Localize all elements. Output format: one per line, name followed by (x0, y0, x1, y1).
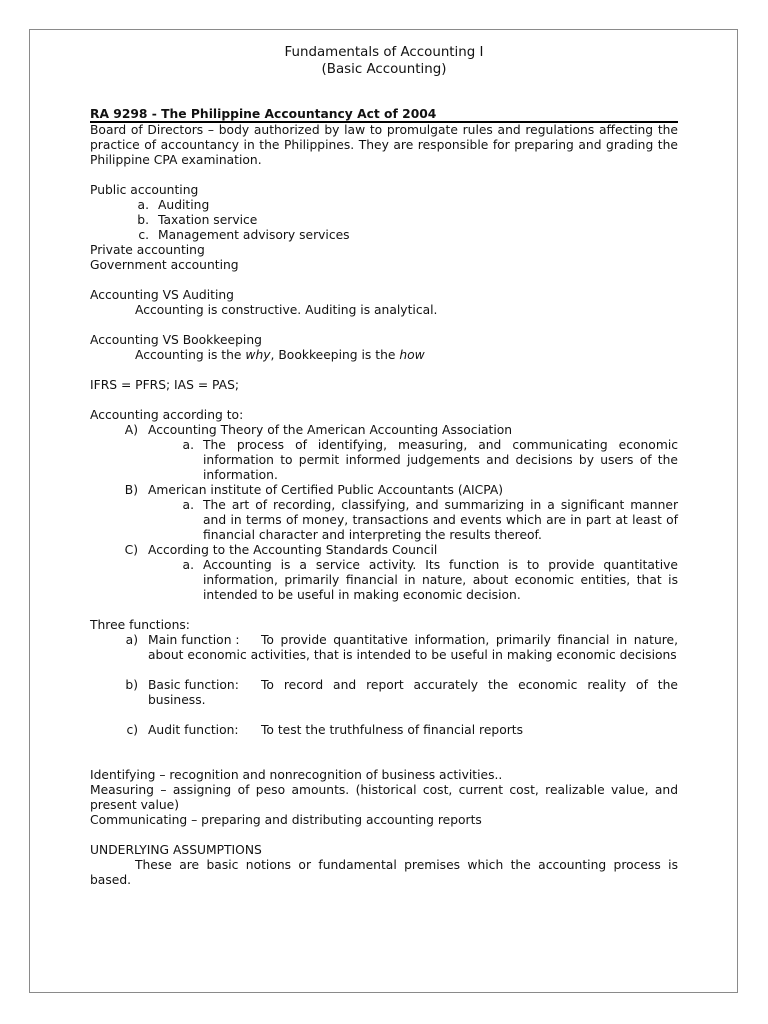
definition-item (90, 438, 678, 483)
list-marker: c. (138, 228, 149, 242)
function-text (148, 723, 678, 738)
vs-bookkeeping-label: Accounting VS Bookkeeping (90, 333, 262, 347)
definition-text: The art of recording, classifying, and summarizing in a significant manner and in terms of money, transactions and events which are in part at least of financial character and interpreting the results thereof. (203, 498, 678, 542)
definition-text: Accounting is a service activity. Its function is to provide quantitative information, primarily financial in nature, about economic entities, that is intended to be useful in making economic decision. (203, 558, 678, 602)
definition-text: The process of identifying, measuring, and communicating economic information to permit informed judgements and decisions by users of the information. (203, 438, 678, 482)
definition-source-text: According to the Accounting Standards Council (148, 543, 438, 557)
board-paragraph: Board of Directors – body authorized by law to promulgate rules and regulations affecting the practice of accountancy in the Philippines. They are responsible for preparing and grading the Philippine CPA examination. (90, 123, 678, 167)
vs-auditing-label: Accounting VS Auditing (90, 288, 234, 302)
function-text (148, 678, 678, 708)
list-marker: B) (124, 483, 138, 497)
definition-item (90, 498, 678, 543)
definition-item (90, 558, 678, 603)
list-marker: b. (137, 213, 149, 227)
list-text: Auditing (158, 198, 210, 212)
definition-source (90, 423, 678, 438)
assumptions-heading: UNDERLYING ASSUMPTIONS (90, 843, 262, 857)
document-subtitle: (Basic Accounting) (321, 62, 447, 77)
list-item (90, 228, 678, 243)
definition-source-text: Accounting Theory of the American Accounting Association (148, 423, 513, 437)
functions-intro: Three functions: (90, 618, 190, 632)
vs-bookkeeping-how: how (399, 348, 425, 362)
function-text (148, 633, 678, 663)
government-accounting-label: Government accounting (90, 258, 239, 272)
list-marker: a. (182, 438, 194, 452)
function-description: To record and report accurately the economic reality of the business. (148, 678, 678, 707)
function-description: To test the truthfulness of financial reports (261, 723, 524, 737)
list-marker: a. (182, 558, 194, 572)
function-description: To provide quantitative information, primarily financial in nature, about economic activities, that is intended to be useful in making economic decisions (148, 633, 678, 662)
function-item (90, 678, 678, 708)
list-text: Taxation service (158, 213, 258, 227)
list-marker: a) (125, 633, 138, 647)
definition-source-text: American institute of Certified Public Accountants (AICPA) (148, 483, 504, 497)
list-marker: b) (125, 678, 138, 692)
list-marker: A) (124, 423, 138, 437)
vs-bookkeeping-middle: , Bookkeeping is the (270, 348, 400, 362)
measuring-definition: Measuring – assigning of peso amounts. (historical cost, current cost, realizable value, and present value) (90, 783, 678, 812)
function-label: Audit function: (148, 723, 239, 737)
function-item (90, 723, 678, 738)
function-label: Basic function: (148, 678, 239, 692)
definitions-intro: Accounting according to: (90, 408, 244, 422)
list-text: Management advisory services (158, 228, 350, 242)
assumptions-text: These are basic notions or fundamental premises which the accounting process is based. (90, 858, 678, 887)
document-content (90, 44, 678, 888)
list-marker: c) (126, 723, 138, 737)
document-title: Fundamentals of Accounting I (284, 45, 484, 60)
vs-bookkeeping-text (90, 348, 678, 363)
list-marker: a. (137, 198, 149, 212)
standards-line: IFRS = PFRS; IAS = PAS; (90, 378, 240, 392)
communicating-definition: Communicating – preparing and distributing accounting reports (90, 813, 482, 827)
function-label: Main function : (148, 633, 240, 647)
definition-source (90, 483, 678, 498)
definition-source (90, 543, 678, 558)
document-page (29, 29, 738, 993)
list-marker: a. (182, 498, 194, 512)
list-marker: C) (124, 543, 138, 557)
section-heading: RA 9298 - The Philippine Accountancy Act of 2004 (90, 107, 678, 123)
list-item (90, 213, 678, 228)
private-accounting-label: Private accounting (90, 243, 205, 257)
vs-auditing-text: Accounting is constructive. Auditing is analytical. (135, 303, 438, 317)
identifying-definition: Identifying – recognition and nonrecognition of business activities.. (90, 768, 503, 782)
function-item (90, 633, 678, 663)
vs-bookkeeping-why: why (245, 348, 271, 362)
vs-bookkeeping-prefix: Accounting is the (135, 348, 246, 362)
public-accounting-label: Public accounting (90, 183, 199, 197)
list-item (90, 198, 678, 213)
